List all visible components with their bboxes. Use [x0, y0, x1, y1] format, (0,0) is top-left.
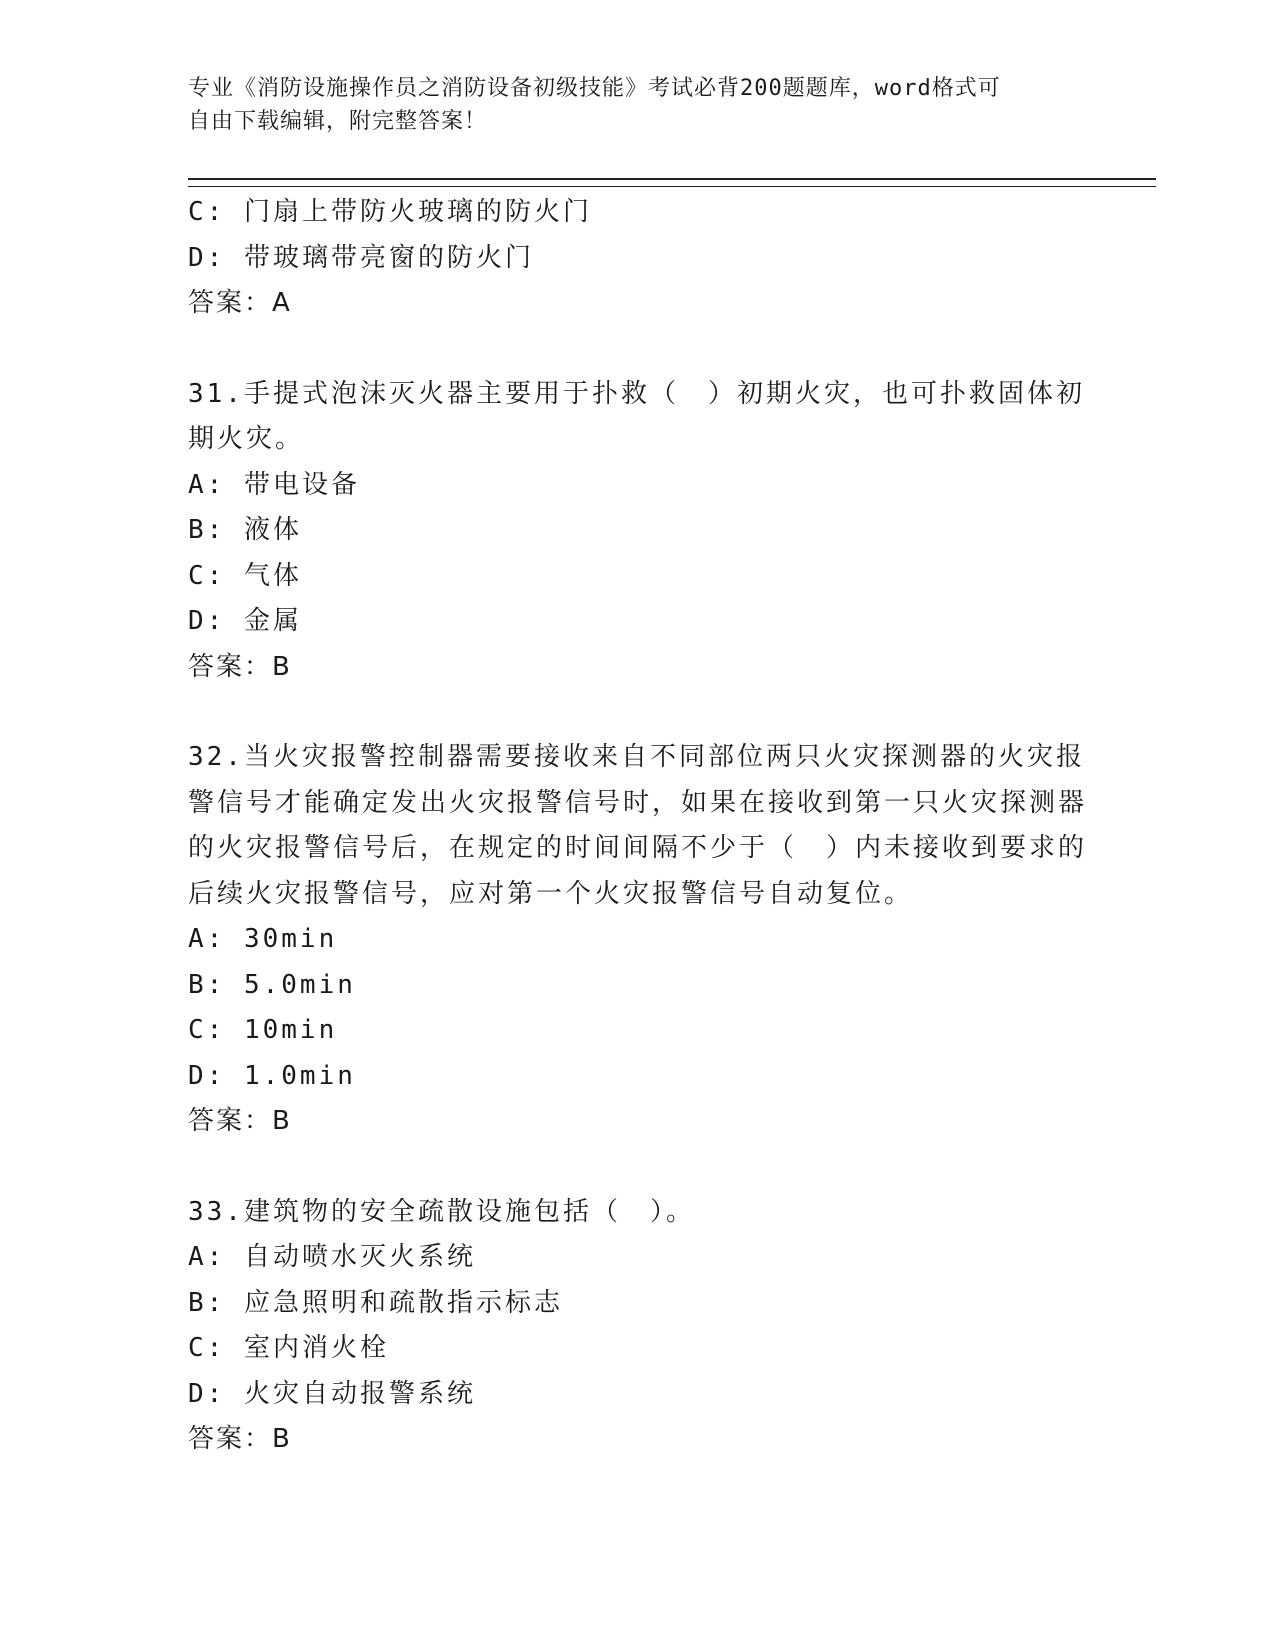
option-c: C: 室内消火栓	[188, 1333, 389, 1363]
question-32	[188, 735, 1088, 1145]
answer-label: 答案：B	[188, 651, 292, 682]
answer-label: 答案：A	[188, 288, 292, 318]
option-d: D: 金属	[188, 606, 302, 636]
option-a: A: 带电设备	[188, 469, 360, 500]
option-c: C: 门扇上带防火玻璃的防火门	[188, 197, 592, 227]
option-a: A: 自动喷水灭火系统	[188, 1242, 476, 1272]
option-d: D: 火灾自动报警系统	[188, 1378, 476, 1409]
question-stem: 33.建筑物的安全疏散设施包括（ ）。	[188, 1196, 695, 1227]
option-a: A: 30min	[188, 924, 338, 954]
header-line-1: 专业《消防设施操作员之消防设备初级技能》考试必背200题题库，word格式可	[188, 76, 1001, 101]
question-33	[188, 1190, 1088, 1463]
question-stem: 31.手提式泡沫灭火器主要用于扑救（ ）初期火灾，也可扑救固体初期火灾。	[188, 378, 1085, 454]
option-d: D: 1.0min	[188, 1060, 356, 1091]
option-b: B: 5.0min	[188, 969, 356, 1000]
header-line-2: 自由下载编辑，附完整答案！	[188, 109, 488, 134]
carryover-question	[188, 190, 1088, 327]
header-divider	[188, 178, 1156, 187]
option-c: C: 10min	[188, 1015, 338, 1045]
option-d: D: 带玻璃带亮窗的防火门	[188, 242, 534, 273]
answer-label: 答案：B	[188, 1106, 292, 1136]
question-list	[188, 190, 1088, 1463]
option-b: B: 应急照明和疏散指示标志	[188, 1287, 563, 1318]
option-b: B: 液体	[188, 515, 302, 545]
document-header	[188, 72, 1088, 138]
answer-label: 答案：B	[188, 1424, 292, 1454]
question-stem: 32.当火灾报警控制器需要接收来自不同部位两只火灾探测器的火灾报警信号才能确定发出火灾报警信号时，如果在接收到第一只火灾探测器的火灾报警信号后，在规定的时间间隔不少于（ ）内未接收到要求的后续火灾报警信号，应对第一个火灾报警信号自动复位。	[188, 742, 1088, 909]
option-c: C: 气体	[188, 560, 302, 591]
question-31	[188, 372, 1088, 691]
